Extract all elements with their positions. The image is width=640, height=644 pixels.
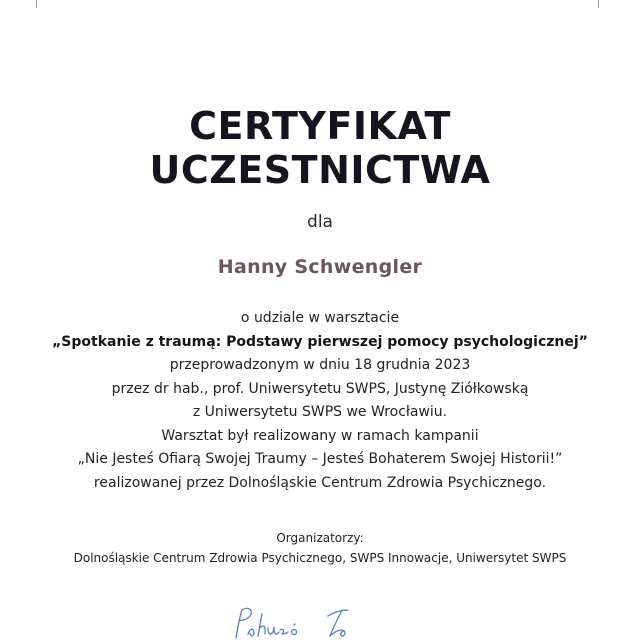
body-line: przeprowadzonym w dniu 18 grudnia 2023 bbox=[169, 357, 471, 373]
organizers-list: Dolnośląskie Centrum Zdrowia Psychicznego, SWPS Innowacje, Uniwersytet SWPS bbox=[73, 551, 567, 565]
campaign-name: „Nie Jesteś Ofiarą Swojej Traumy – Jesteś Bohaterem Swojej Historii!” bbox=[77, 451, 563, 467]
organizers-label: Organizatorzy: bbox=[276, 531, 364, 545]
body-line: przez dr hab., prof. Uniwersytetu SWPS, Justynę Ziółkowską bbox=[111, 380, 529, 397]
signatures bbox=[230, 604, 370, 640]
body-line: Warsztat był realizowany w ramach kampanii bbox=[161, 427, 479, 444]
scan-edge-mark-right bbox=[598, 0, 599, 8]
signature-icon bbox=[230, 604, 370, 640]
certificate-body bbox=[0, 307, 640, 495]
recipient-name: Hanny Schwengler bbox=[217, 256, 423, 278]
for-label: dla bbox=[307, 212, 333, 232]
body-line: realizowanej przez Dolnośląskie Centrum Zdrowia Psychicznego. bbox=[93, 474, 547, 491]
certificate-title-line-2: UCZESTNICTWA bbox=[149, 148, 491, 192]
certificate-title-line-1: CERTYFIKAT bbox=[189, 104, 451, 148]
workshop-title: „Spotkanie z traumą: Podstawy pierwszej pomocy psychologicznej” bbox=[52, 333, 588, 350]
body-line: z Uniwersytetu SWPS we Wrocławiu. bbox=[192, 404, 448, 420]
scan-edge-mark-left bbox=[36, 0, 37, 8]
body-line: o udziale w warsztacie bbox=[240, 310, 400, 326]
